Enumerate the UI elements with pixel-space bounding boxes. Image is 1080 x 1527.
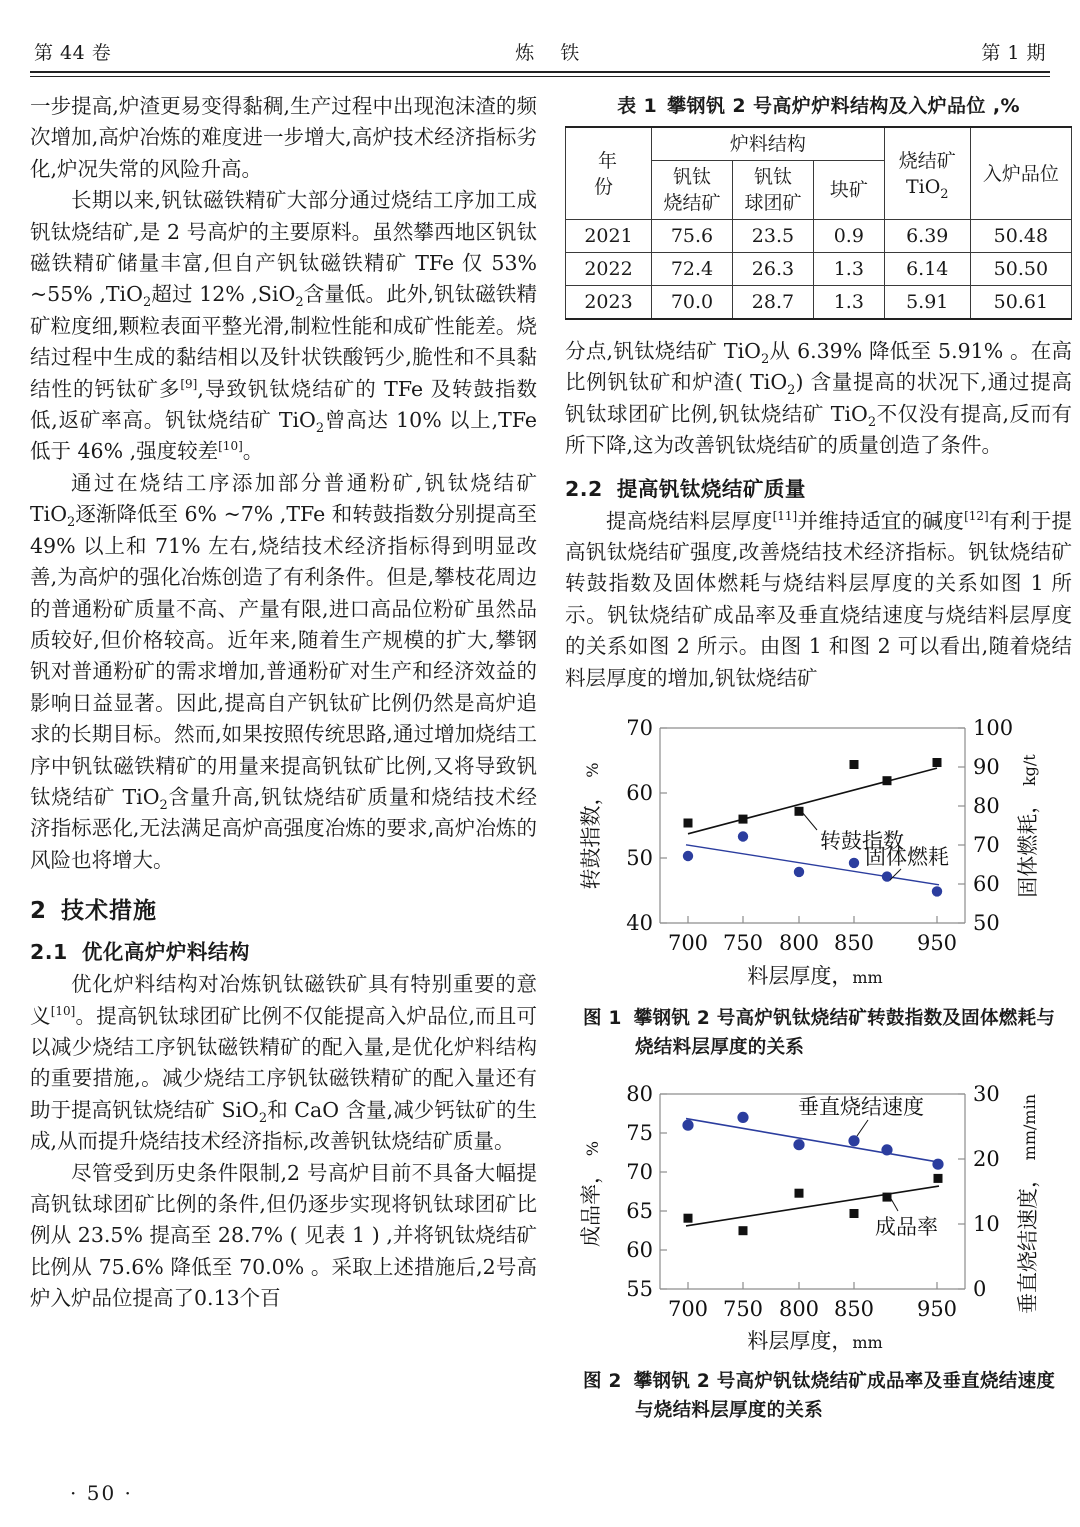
chart1-right-axis-title: 固体燃耗， kg/t <box>1016 754 1040 898</box>
tick-950: 950 <box>916 1297 958 1322</box>
figure-2 <box>565 1076 1072 1425</box>
subsection-heading-2-1 <box>30 935 537 965</box>
data-point <box>739 1226 748 1235</box>
subsection-number: 2.1 <box>30 940 68 965</box>
data-point <box>738 831 748 841</box>
data-point <box>932 1159 943 1170</box>
figure-1 <box>565 708 1072 1062</box>
data-point <box>883 776 892 785</box>
table-number: 表 1 <box>617 95 658 117</box>
col-header-vt-sinter: 钒钛 烧结矿 <box>652 161 733 220</box>
chart2-leader-speed <box>857 1120 868 1136</box>
tick-55: 55 <box>626 1277 653 1302</box>
cell-lump: 0.9 <box>813 220 884 253</box>
cell-year: 2022 <box>566 253 652 286</box>
issue-label: 第 1 期 <box>981 42 1046 64</box>
table-title-text: 攀钢钒 2 号高炉炉料结构及入炉品位 ,% <box>667 95 1020 117</box>
data-point <box>682 1120 693 1131</box>
paragraph-1 <box>30 91 537 185</box>
cell-pellet: 26.3 <box>732 253 813 286</box>
chart1-annotation-fuel: 固体燃耗 <box>865 845 949 870</box>
left-column <box>30 91 537 1315</box>
cell-lump: 1.3 <box>813 253 884 286</box>
data-point <box>794 867 804 877</box>
tick-800: 800 <box>778 931 820 956</box>
data-point <box>739 815 748 824</box>
chart1-right-tick-labels <box>973 716 1013 935</box>
data-point <box>849 858 859 868</box>
cell-tio2: 6.39 <box>884 220 970 253</box>
chart1-annotation-tumbler: 转鼓指数 <box>820 829 904 854</box>
tick-75: 75 <box>626 1121 653 1146</box>
col-header-vt-pellet: 钒钛 球团矿 <box>732 161 813 220</box>
section-number: 2 <box>30 898 48 925</box>
cell-grade: 50.50 <box>970 253 1071 286</box>
volume-label: 第 44 卷 <box>34 42 112 64</box>
table-row <box>566 253 1072 286</box>
chart2-x-tick-labels <box>668 1297 957 1321</box>
data-point <box>850 1209 859 1218</box>
chart2-right-axis-title: 垂直烧结速度， mm/min <box>1016 1094 1040 1315</box>
right-column <box>565 91 1072 1425</box>
figure-caption-line1: 攀钢钒 2 号高炉钒钛烧结矿成品率及垂直烧结速度 <box>633 1371 1056 1393</box>
tick-0: 0 <box>973 1277 987 1302</box>
cell-grade: 50.48 <box>970 220 1071 253</box>
tick-800: 800 <box>778 1297 820 1322</box>
figure-1-chart <box>565 708 1065 998</box>
col-header-group: 炉料结构 <box>652 127 885 161</box>
cell-pellet: 23.5 <box>732 220 813 253</box>
subsection-heading-2-2 <box>565 472 1072 502</box>
chart1-series-tumbler-index <box>684 758 942 828</box>
table-header-row-1 <box>566 127 1072 161</box>
cell-tio2: 5.91 <box>884 286 970 320</box>
data-point <box>933 758 942 767</box>
chart2-x-axis-title: 料层厚度，mm <box>747 1329 883 1354</box>
chart1-x-tick-labels <box>668 931 957 955</box>
figure-caption-line2: 与烧结料层厚度的关系 <box>635 1400 824 1422</box>
paragraph-5: 尽管受到历史条件限制,2 号高炉目前不具备大幅提高钒钛球团矿比例的条件,但仍逐步实现将钒钛球团矿比例从 23.5% 提高至 28.7% ( 见表 1 ) ,并将钒钛烧结矿比例从 75.6% 降低至 70.0% 。采取上述措施后,2号高炉入炉品位提高了0.13个百 <box>30 1160 537 1311</box>
table-row <box>566 286 1072 320</box>
chart2-annotation-speed: 垂直烧结速度 <box>798 1095 924 1120</box>
table-body <box>566 220 1072 320</box>
tick-70: 70 <box>973 833 1000 858</box>
paragraph-4: 优化炉料结构对冶炼钒钛磁铁矿具有特别重要的意义[10]。提高钒钛球团矿比例不仅能提高入炉品位,而且可以减少烧结工序钒钛磁铁精矿的配入量,是优化炉料结构的重要措施,。减少烧结工序钒钛磁铁精矿的配入量还有助于提高钒钛烧结矿 SiO$_2$和 CaO 含量,减少钙钛矿的生成,从而提升烧结技术经济指标,改善钒钛烧结矿质量。 <box>30 972 538 1154</box>
table-1-title <box>565 91 1072 118</box>
col-header-sinter-tio2: 烧结矿 TiO$_2$ <box>884 127 970 220</box>
chart2-right-tick-labels <box>973 1082 1000 1301</box>
subsection-title: 优化高炉炉料结构 <box>81 940 250 965</box>
figure-number: 图 2 <box>583 1371 622 1393</box>
subscript-2: 2 <box>760 352 770 368</box>
chart2-left-tick-labels <box>626 1082 653 1301</box>
figure-1-caption <box>565 1004 1072 1062</box>
chart2-left-axis-title: 成品率， % <box>579 1141 603 1248</box>
two-column-body <box>30 91 1073 1425</box>
cell-sinter: 75.6 <box>652 220 733 253</box>
subscript-2: 2 <box>315 421 325 437</box>
figure-caption-line2: 烧结料层厚度的关系 <box>635 1037 805 1059</box>
chart2-axes <box>660 1094 965 1289</box>
tick-20: 20 <box>973 1147 1000 1172</box>
subscript-2: 2 <box>159 798 168 814</box>
paragraph-2: 长期以来,钒钛磁铁精矿大部分通过烧结工序加工成钒钛烧结矿,是 2 号高炉的主要原料。虽然攀西地区钒钛磁铁精矿储量丰富,但自产钒钛磁铁精矿 TFe 仅 53% ~55% ,TiO$_2$超过 12% ,SiO$_2$含量低。此外,钒钛磁铁精矿粒度细,颗粒表面平整光滑,制粒性能和成矿性能差。烧结过程中生成的黏结相以及针状铁酸钙少,脆性和不具黏结性的钙钛矿多[9],导致钒钛烧结矿的 TFe 及转鼓指数低,返矿率高。钒钛烧结矿 TiO$_2$曾高达 10% 以上,TFe 低于 46% ,强度较差[10]。 <box>30 188 537 464</box>
tick-60: 60 <box>973 872 1000 897</box>
tick-30: 30 <box>973 1082 1000 1107</box>
section-heading-2 <box>30 892 537 925</box>
subscript-2: 2 <box>940 186 949 202</box>
data-point <box>683 851 693 861</box>
tick-80: 80 <box>973 794 1000 819</box>
subscript-2: 2 <box>142 295 152 311</box>
figure-caption-line1: 攀钢钒 2 号高炉钒钛烧结矿转鼓指数及固体燃耗与 <box>633 1008 1056 1030</box>
tick-10: 10 <box>973 1212 1000 1237</box>
chart1-left-tick-labels <box>626 716 653 935</box>
chart1-left-axis-title: 转鼓指数， % <box>579 762 603 890</box>
subsection-number: 2.2 <box>565 476 603 501</box>
tick-50: 50 <box>973 911 1000 936</box>
subscript-2: 2 <box>867 414 877 430</box>
cell-pellet: 28.7 <box>732 286 813 320</box>
table-1 <box>565 126 1072 320</box>
tick-700: 700 <box>667 1297 709 1322</box>
citation-ref: [10] <box>50 1003 76 1018</box>
chart2-annotation-yield: 成品率 <box>875 1215 938 1240</box>
table-row <box>566 220 1072 253</box>
tick-750: 750 <box>722 931 764 956</box>
tick-70: 70 <box>626 716 653 741</box>
tick-90: 90 <box>973 755 1000 780</box>
header-divider <box>30 71 1050 77</box>
cell-year: 2023 <box>566 286 652 320</box>
col-header-year: 年 份 <box>594 149 628 198</box>
cell-tio2: 6.14 <box>884 253 970 286</box>
chart2-trend-speed <box>686 1119 939 1163</box>
tick-60: 60 <box>626 781 653 806</box>
data-point <box>848 1135 859 1146</box>
table-head <box>566 127 1072 220</box>
running-head <box>30 30 1050 71</box>
citation-ref: [11] <box>772 508 798 523</box>
data-point <box>934 1174 943 1183</box>
figure-2-chart <box>565 1076 1065 1361</box>
paragraph-6: 分点,钒钛烧结矿 TiO$_2$从 6.39% 降低至 5.91% 。在高比例钒钛矿和炉渣( TiO$_2$) 含量提高的状况下,通过提高钒钛球团矿比例,钒钛烧结矿 TiO$_2$不仅没有提高,反而有所下降,这为改善钒钛烧结矿的质量创造了条件。 <box>565 339 1072 458</box>
table-1-block <box>565 91 1072 320</box>
citation-ref: [9] <box>180 376 198 391</box>
figure-2-caption <box>565 1367 1072 1425</box>
tick-850: 850 <box>833 1297 875 1322</box>
subscript-2: 2 <box>258 1110 268 1126</box>
data-point <box>737 1112 748 1123</box>
chart1-axes <box>660 728 965 923</box>
tick-80: 80 <box>626 1082 653 1107</box>
data-point <box>881 1144 892 1155</box>
subsection-title: 提高钒钛烧结矿质量 <box>616 476 806 501</box>
paragraph-1-text: 一步提高,炉渣更易变得黏稠,生产过程中出现泡沫渣的频次增加,高炉冶炼的难度进一步增大,高炉技术经济指标劣化,炉况失常的风险升高。 <box>30 94 537 181</box>
figure-number: 图 1 <box>583 1008 622 1030</box>
cell-grade: 50.61 <box>970 286 1071 320</box>
chart1-leader-tumbler <box>802 812 817 830</box>
tick-50: 50 <box>626 846 653 871</box>
data-point <box>684 819 693 828</box>
paragraph-3: 通过在烧结工序添加部分普通粉矿,钒钛烧结矿 TiO$_2$逐渐降低至 6% ~7% ,TFe 和转鼓指数分别提高至 49% 以上和 71% 左右,烧结技术经济指标得到明显改善,为高炉的强化冶炼创造了有利条件。但是,攀枝花周边的普通粉矿质量不高、产量有限,进口高品位粉矿虽然品质较好,但价格较高。近年来,随着生产规模的扩大,攀钢钒对普通粉矿的需求增加,普通粉矿对生产和经济效益的影响日益显著。因此,提高自产钒钛矿比例仍然是高炉追求的长期目标。然而,如果按照传统思路,通过增加烧结工序中钒钛磁铁精矿的用量来提高钒钛矿比例,又将导致钒钛烧结矿 TiO$_2$含量升高,钒钛烧结矿质量和烧结技术经济指标恶化,无法满足高炉高强度冶炼的要求,高炉冶炼的风险也将增大。 <box>30 470 537 872</box>
citation-ref: [10] <box>218 439 243 454</box>
cell-sinter: 72.4 <box>652 253 733 286</box>
tick-750: 750 <box>722 1297 764 1322</box>
tick-70: 70 <box>626 1160 653 1185</box>
data-point <box>882 871 892 881</box>
subscript-2: 2 <box>295 295 304 311</box>
data-point <box>932 886 942 896</box>
paragraph-7: 提高烧结料层厚度[11]并维持适宜的碱度[12]有利于提高钒钛烧结矿强度,改善烧结技术经济指标。钒钛烧结矿转鼓指数及固体燃耗与烧结料层厚度的关系如图 1 所示。钒钛烧结矿成品率及垂直烧结速度与烧结料层厚度的关系如图 2 所示。由图 1 和图 2 可以看出,随着烧结料层厚度的增加,钒钛烧结矿 <box>565 508 1073 690</box>
tick-950: 950 <box>916 931 958 956</box>
tick-700: 700 <box>667 931 709 956</box>
col-header-charge-grade: 入炉品位 <box>970 127 1071 220</box>
citation-ref: [12] <box>964 508 989 523</box>
tick-100: 100 <box>973 716 1014 741</box>
chart1-x-axis-title: 料层厚度，mm <box>747 964 883 989</box>
data-point <box>795 1189 804 1198</box>
tick-850: 850 <box>833 931 875 956</box>
tick-65: 65 <box>626 1199 653 1224</box>
cell-lump: 1.3 <box>813 286 884 320</box>
tick-60: 60 <box>626 1238 653 1263</box>
col-header-lump-ore: 块矿 <box>813 161 884 220</box>
data-point <box>793 1139 804 1150</box>
data-point <box>795 807 804 816</box>
page-number: · 50 · <box>70 1481 133 1505</box>
subscript-2: 2 <box>67 515 76 531</box>
section-title: 技术措施 <box>61 898 158 925</box>
cell-sinter: 70.0 <box>652 286 733 320</box>
subscript-2: 2 <box>787 383 796 399</box>
cell-year: 2021 <box>566 220 652 253</box>
chart2-leader-yield <box>890 1197 898 1211</box>
data-point <box>850 760 859 769</box>
data-point <box>684 1214 693 1223</box>
journal-title: 炼 铁 <box>515 42 590 64</box>
tick-40: 40 <box>626 911 653 936</box>
